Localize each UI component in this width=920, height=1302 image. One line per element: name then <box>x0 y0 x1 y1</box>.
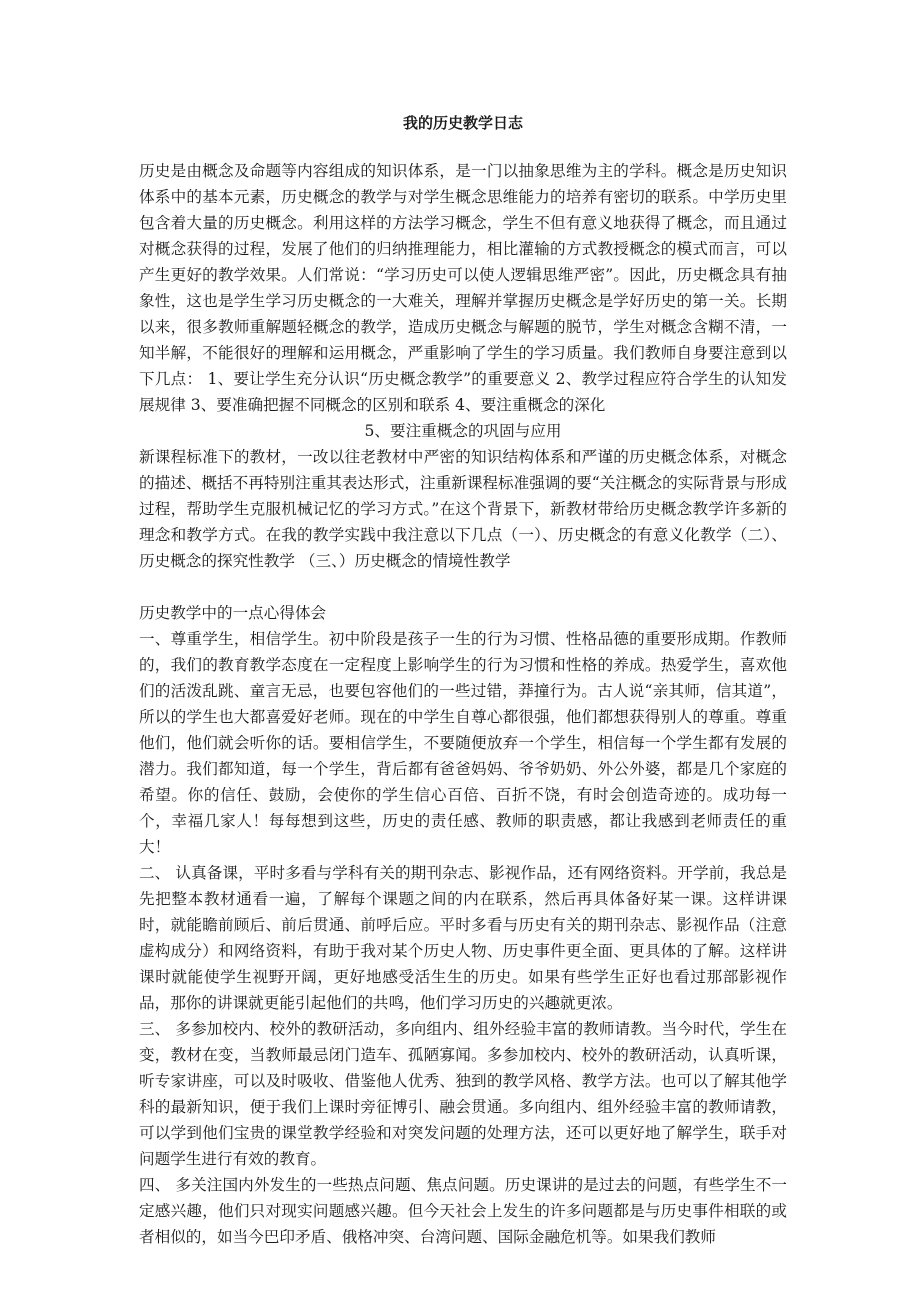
point-2-paragraph: 二、 认真备课，平时多看与学科有关的期刊杂志、影视作品，还有网络资料。开学前，我总是先把整本教材通看一遍，了解每个课题之间的内在联系，然后再具体备好某一课。这样讲课时，就能瞻前顾后、前后贯通、前呼后应。平时多看与历史有关的期刊杂志、影视作品（注意虚构成分）和网络资料，有助于我对某个历史人物、历史事件更全面、更具体的了解。这样讲课时就能使学生视野开阔，更好地感受活生生的历史。如果有些学生正好也看过那部影视作品，那你的讲课就更能引起他们的共鸣，他们学习历史的兴趣就更浓。 <box>139 864 787 1012</box>
intro-paragraph: 历史是由概念及命题等内容组成的知识体系，是一门以抽象思维为主的学科。概念是历史知识体系中的基本元素，历史概念的教学与对学生概念思维能力的培养有密切的联系。中学历史里包含着大量的历史概念。利用这样的方法学习概念，学生不但有意义地获得了概念，而且通过对概念获得的过程，发展了他们的归纳推理能力，相比灌输的方式教授概念的模式而言，可以产生更好的教学效果。人们常说：“学习历史可以使人逻辑思维严密”。因此，历史概念具有抽象性，这也是学生学习历史概念的一大难关，理解并掌握历史概念是学好历史的第一关。长期以来，很多教师重解题轻概念的教学，造成历史概念与解题的脱节，学生对概念含糊不清，一知半解，不能很好的理解和运用概念，严重影响了学生的学习质量。我们教师自身要注意到以下几点： 1、要让学生充分认识“历史概念教学”的重要意义 2、教学过程应符合学生的认知发展规律 3、要准确把握不同概念的区别和联系 4、要注重概念的深化 <box>139 162 787 414</box>
intro-last-line: 5、要注重概念的巩固与应用 <box>364 422 562 440</box>
document-page <box>139 112 787 1250</box>
section-heading: 历史教学中的一点心得体会 <box>139 604 327 622</box>
document-title: 我的历史教学日志 <box>402 114 523 132</box>
point-3-paragraph: 三、 多参加校内、校外的教研活动，多向组内、组外经验丰富的教师请教。当今时代，学生在变，教材在变，当教师最忌闭门造车、孤陋寡闻。多参加校内、校外的教研活动，认真听课，听专家讲座，可以及时吸收、借鉴他人优秀、独到的教学风格、教学方法。也可以了解其他学科的最新知识，便于我们上课时旁征博引、融会贯通。多向组内、组外经验丰富的教师请教，可以学到他们宝贵的课堂教学经验和对突发问题的处理方法，还可以更好地了解学生，联手对问题学生进行有效的教育。 <box>139 1020 787 1168</box>
curriculum-paragraph: 新课程标准下的教材，一改以往老教材中严密的知识结构体系和严谨的历史概念体系，对概念的描述、概括不再特别注重其表达形式，注重新课程标准强调的要“关注概念的实际背景与形成过程，帮助学生克服机械记忆的学习方式。”在这个背景下，新教材带给历史概念教学许多新的理念和教学方式。在我的教学实践中我注意以下几点（一）、历史概念的有意义化教学（二）、历史概念的探究性教学 （三、）历史概念的情境性教学 <box>139 448 787 570</box>
point-4-paragraph: 四、 多关注国内外发生的一些热点问题、焦点问题。历史课讲的是过去的问题，有些学生不一定感兴趣，他们只对现实问题感兴趣。但今天社会上发生的许多问题都是与历史事件相联的或者相似的，如当今巴印矛盾、俄格冲突、台湾问题、国际金融危机等。如果我们教师 <box>139 1176 787 1246</box>
blank-line <box>139 574 787 600</box>
point-1-paragraph: 一、尊重学生，相信学生。初中阶段是孩子一生的行为习惯、性格品德的重要形成期。作教师的，我们的教育教学态度在一定程度上影响学生的行为习惯和性格的养成。热爱学生，喜欢他们的活泼乱跳、童言无忌，也要包容他们的一些过错，莽撞行为。古人说“亲其师，信其道”，所以的学生也大都喜爱好老师。现在的中学生自尊心都很强，他们都想获得别人的尊重。尊重他们，他们就会听你的话。要相信学生，不要随便放弃一个学生，相信每一个学生都有发展的潜力。我们都知道，每一个学生，背后都有爸爸妈妈、爷爷奶奶、外公外婆，都是几个家庭的希望。你的信任、鼓励，会使你的学生信心百倍、百折不饶，有时会创造奇迹的。成功每一个，幸福几家人！每每想到这些，历史的责任感、教师的职责感，都让我感到老师责任的重大！ <box>139 630 787 856</box>
